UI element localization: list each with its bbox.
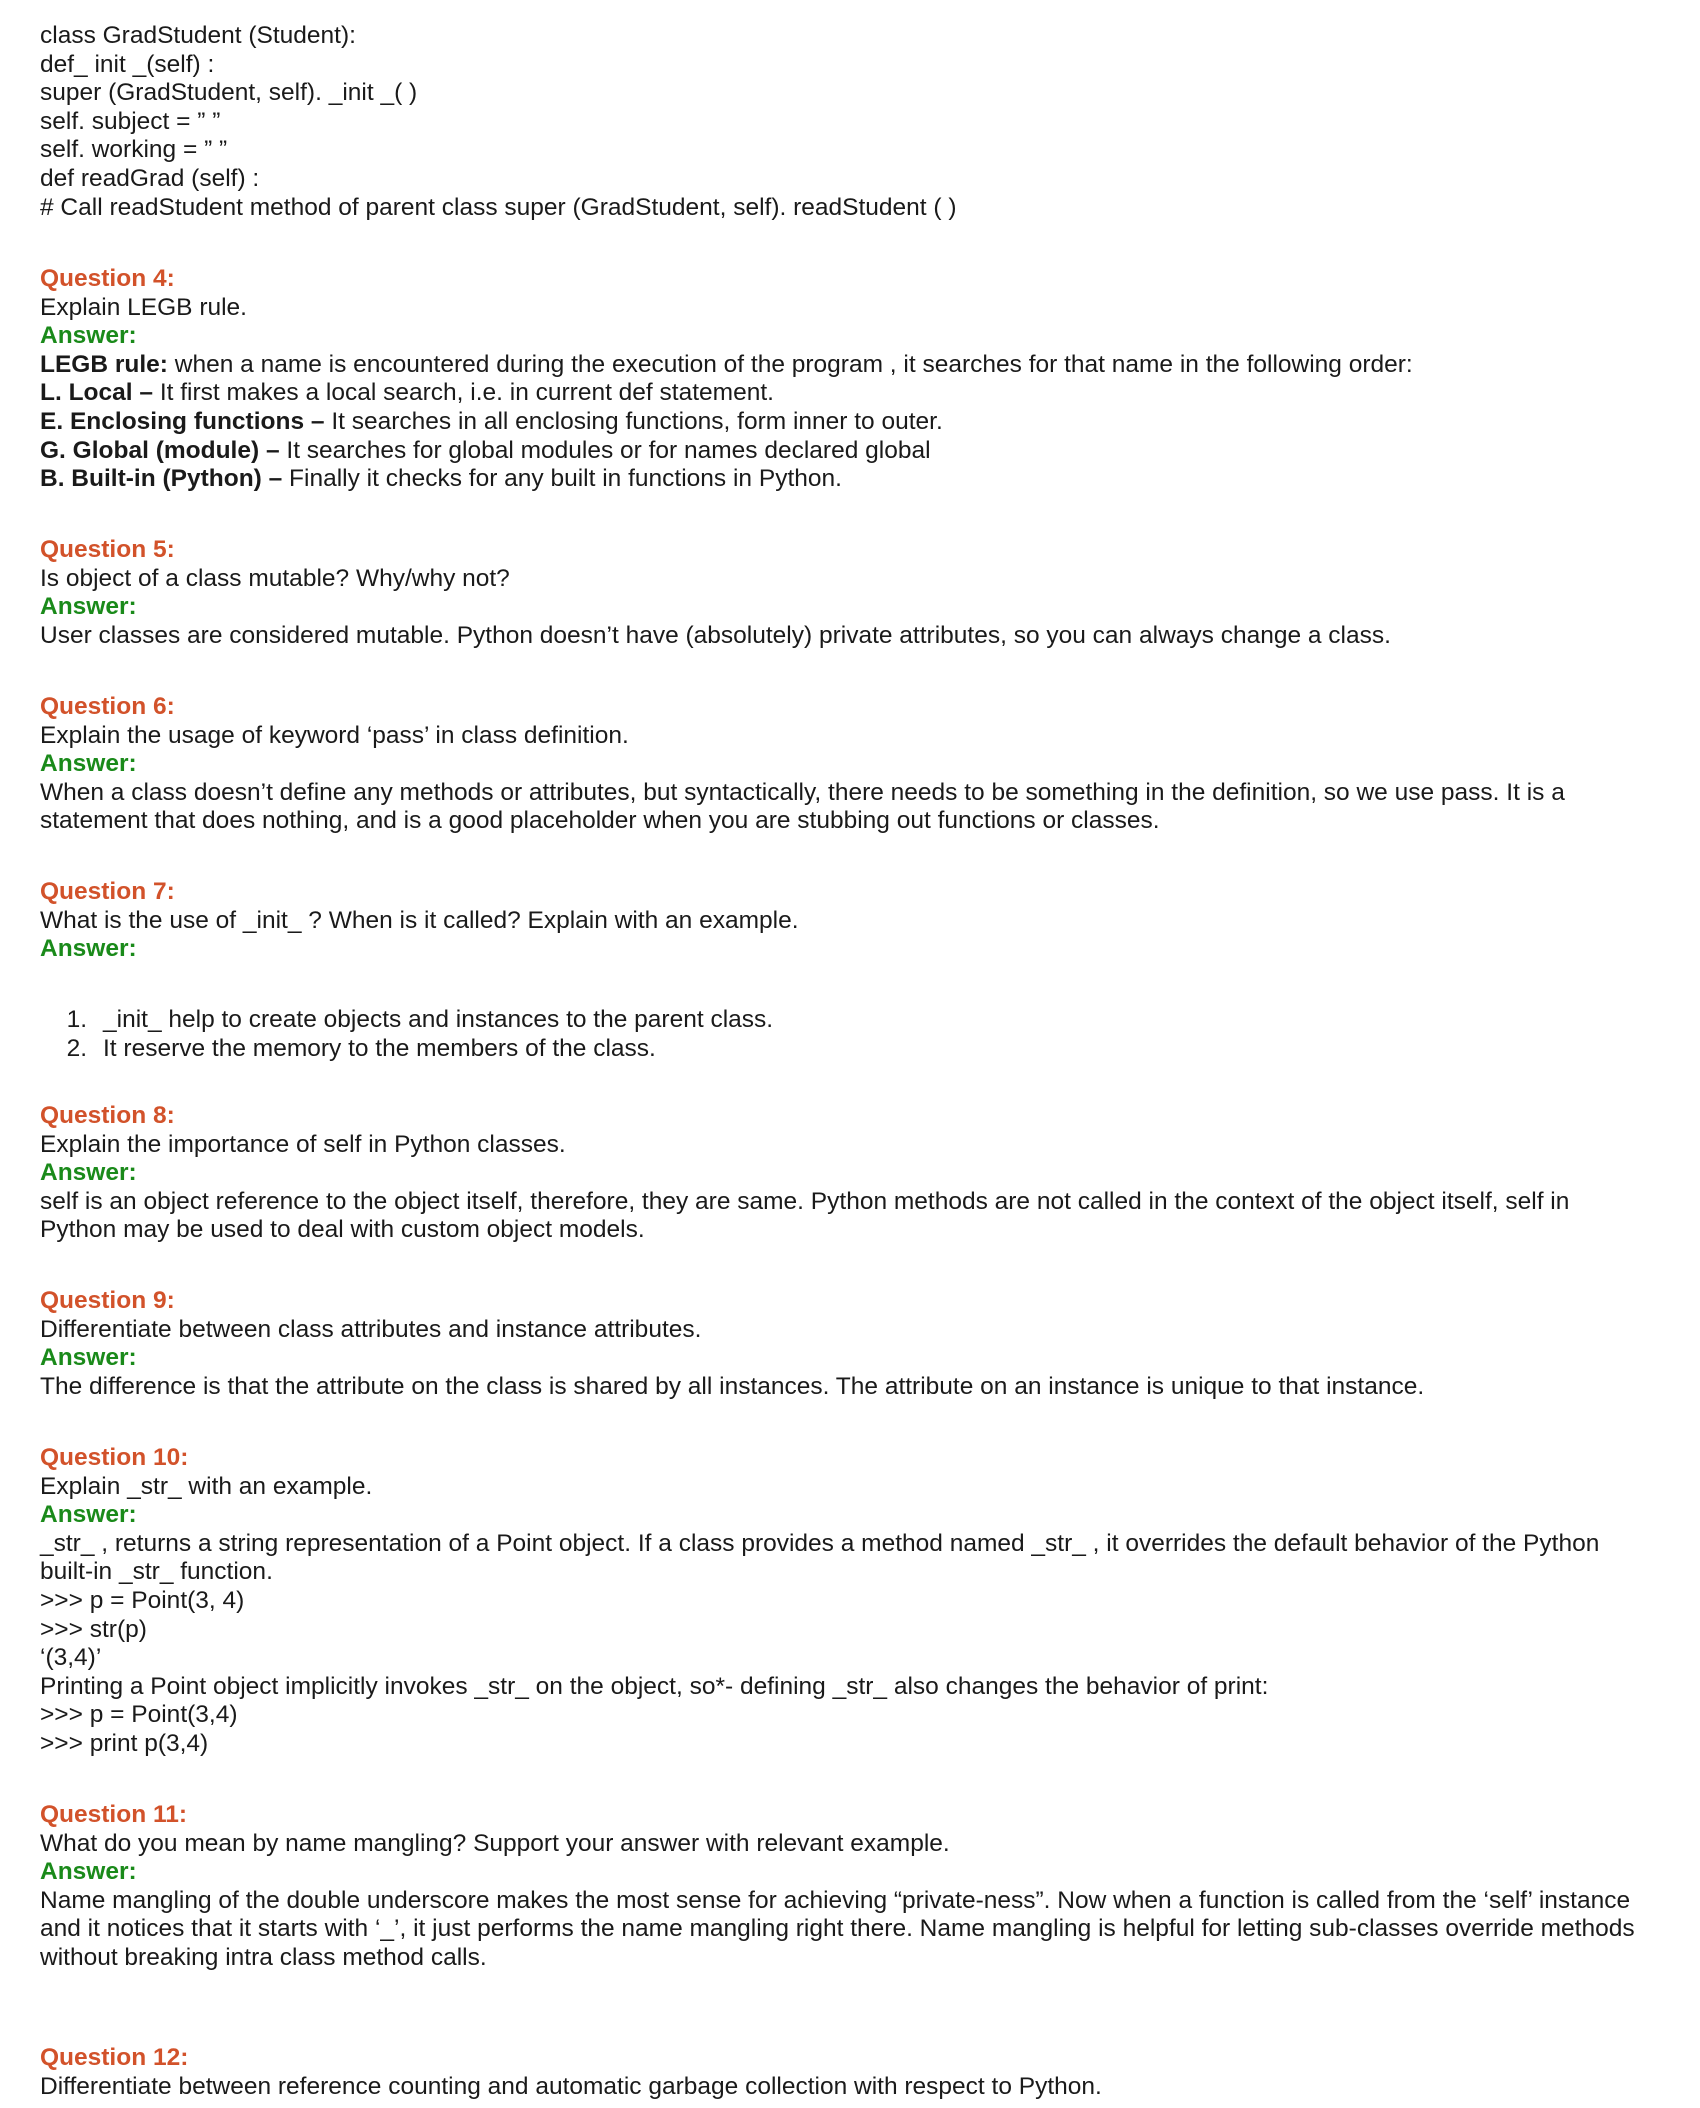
question-title: Question 5: bbox=[40, 536, 175, 563]
code-line: >>> p = Point(3,4) bbox=[40, 1701, 238, 1729]
question-text: Explain LEGB rule. bbox=[40, 293, 247, 321]
answer-label: Answer: bbox=[40, 1858, 137, 1886]
legb-desc: Finally it checks for any built in functions in Python. bbox=[282, 465, 842, 493]
question-text: Differentiate between reference counting and automatic garbage collection with respect to Python. bbox=[40, 2072, 1102, 2100]
legb-row bbox=[40, 351, 1640, 380]
answer-text: When a class doesn’t define any methods or attributes, but syntactically, there needs to be something in the definition, so we use pass. It is a statement that does nothing, and is a good placeholder when you are stubbing out functions or classes. bbox=[40, 778, 1572, 835]
list-item-text: _init_ help to create objects and instances to the parent class. bbox=[103, 1006, 774, 1033]
answer-label: Answer: bbox=[40, 322, 137, 350]
code-line: >>> print p(3,4) bbox=[40, 1729, 209, 1757]
code-line: self. working = ” ” bbox=[40, 136, 228, 164]
legb-term: E. Enclosing functions – bbox=[40, 407, 325, 435]
question-title: Question 4: bbox=[40, 265, 175, 292]
question-text: Differentiate between class attributes and instance attributes. bbox=[40, 1315, 702, 1343]
question-title: Question 9: bbox=[40, 1287, 175, 1314]
list-item bbox=[40, 1035, 1640, 1064]
answer-text: and it notices that it starts with ‘_’, it just performs the name mangling right there. Name mangling is helpful for letting sub-classes override methods without breaking intra class method calls. bbox=[40, 1915, 1642, 1971]
question-text: What is the use of _init_ ? When is it called? Explain with an example. bbox=[40, 906, 799, 934]
question-title: Question 8: bbox=[40, 1102, 175, 1129]
legb-row bbox=[40, 379, 1640, 408]
legb-term: L. Local – bbox=[40, 379, 154, 407]
legb-desc: It first makes a local search, i.e. in current def statement. bbox=[153, 379, 774, 407]
code-snippet bbox=[40, 22, 1640, 222]
question-text: Explain the usage of keyword ‘pass’ in class definition. bbox=[40, 721, 629, 749]
code-line: self. subject = ” ” bbox=[40, 107, 221, 135]
question-text: What do you mean by name mangling? Support your answer with relevant example. bbox=[40, 1829, 950, 1857]
answer-label: Answer: bbox=[40, 750, 137, 778]
question-title: Question 11: bbox=[40, 1801, 188, 1828]
question-title: Question 10: bbox=[40, 1444, 189, 1471]
legb-term: LEGB rule: bbox=[40, 350, 168, 378]
legb-desc: It searches for global modules or for names declared global bbox=[279, 436, 931, 464]
question-text: Explain _str_ with an example. bbox=[40, 1472, 373, 1500]
answer-label: Answer: bbox=[40, 935, 137, 963]
answer-label: Answer: bbox=[40, 593, 137, 621]
question-6 bbox=[40, 693, 1640, 836]
code-line: class GradStudent (Student): bbox=[40, 22, 356, 49]
legb-desc: It searches in all enclosing functions, form inner to outer. bbox=[324, 407, 943, 435]
legb-row bbox=[40, 465, 1640, 494]
legb-desc: when a name is encountered during the execution of the program , it searches for that name in the following order: bbox=[167, 350, 1413, 378]
question-title: Question 12: bbox=[40, 2044, 189, 2071]
question-10 bbox=[40, 1444, 1640, 1759]
answer-text: The difference is that the attribute on the class is shared by all instances. The attribute on an instance is unique to that instance. bbox=[40, 1372, 1425, 1400]
list-number: 1. bbox=[66, 1006, 87, 1033]
question-title: Question 6: bbox=[40, 693, 175, 720]
answer-label: Answer: bbox=[40, 1501, 137, 1529]
code-line: >>> str(p) bbox=[40, 1615, 147, 1643]
question-8 bbox=[40, 1102, 1640, 1245]
question-11 bbox=[40, 1801, 1640, 1973]
code-line: >>> p = Point(3, 4) bbox=[40, 1586, 245, 1614]
legb-row bbox=[40, 437, 1640, 466]
answer-text: User classes are considered mutable. Python doesn’t have (absolutely) private attributes, so you can always change a class. bbox=[40, 621, 1391, 649]
code-line: ‘(3,4)’ bbox=[40, 1644, 102, 1672]
list-number: 2. bbox=[66, 1034, 87, 1062]
question-text: Is object of a class mutable? Why/why not? bbox=[40, 564, 510, 592]
question-title: Question 7: bbox=[40, 878, 175, 905]
code-line: def readGrad (self) : bbox=[40, 164, 260, 192]
question-4 bbox=[40, 265, 1640, 494]
question-text: Explain the importance of self in Python classes. bbox=[40, 1130, 566, 1158]
answer-text: _str_ , returns a string representation of a Point object. If a class provides a method named _str_ , it overrides the default behavior of the Python built-in _str_ function. bbox=[40, 1529, 1607, 1586]
answer-text: Name mangling of the double underscore makes the most sense for achieving “private-ness”. Now when a function is called from the ‘self’ instance bbox=[40, 1886, 1631, 1914]
question-5 bbox=[40, 536, 1640, 650]
answer-text: self is an object reference to the object itself, therefore, they are same. Python methods are not called in the context of the object itself, self in Python may be used to deal with custom object models. bbox=[40, 1187, 1577, 1244]
legb-row bbox=[40, 408, 1640, 437]
list-item-text: It reserve the memory to the members of the class. bbox=[103, 1034, 656, 1062]
question-9 bbox=[40, 1287, 1640, 1401]
answer-list bbox=[40, 1006, 1640, 1063]
list-item bbox=[40, 1006, 1640, 1035]
answer-label: Answer: bbox=[40, 1159, 137, 1187]
legb-term: B. Built-in (Python) – bbox=[40, 465, 283, 493]
answer-text: Printing a Point object implicitly invokes _str_ on the object, so*- defining _str_ also changes the behavior of print: bbox=[40, 1672, 1269, 1700]
legb-term: G. Global (module) – bbox=[40, 436, 280, 464]
code-line: # Call readStudent method of parent class super (GradStudent, self). readStudent ( ) bbox=[40, 193, 957, 221]
code-line: def_ init _(self) : bbox=[40, 50, 215, 78]
code-line: super (GradStudent, self). _init _( ) bbox=[40, 79, 418, 107]
question-7 bbox=[40, 878, 1640, 964]
question-12 bbox=[40, 2044, 1640, 2101]
answer-label: Answer: bbox=[40, 1344, 137, 1372]
